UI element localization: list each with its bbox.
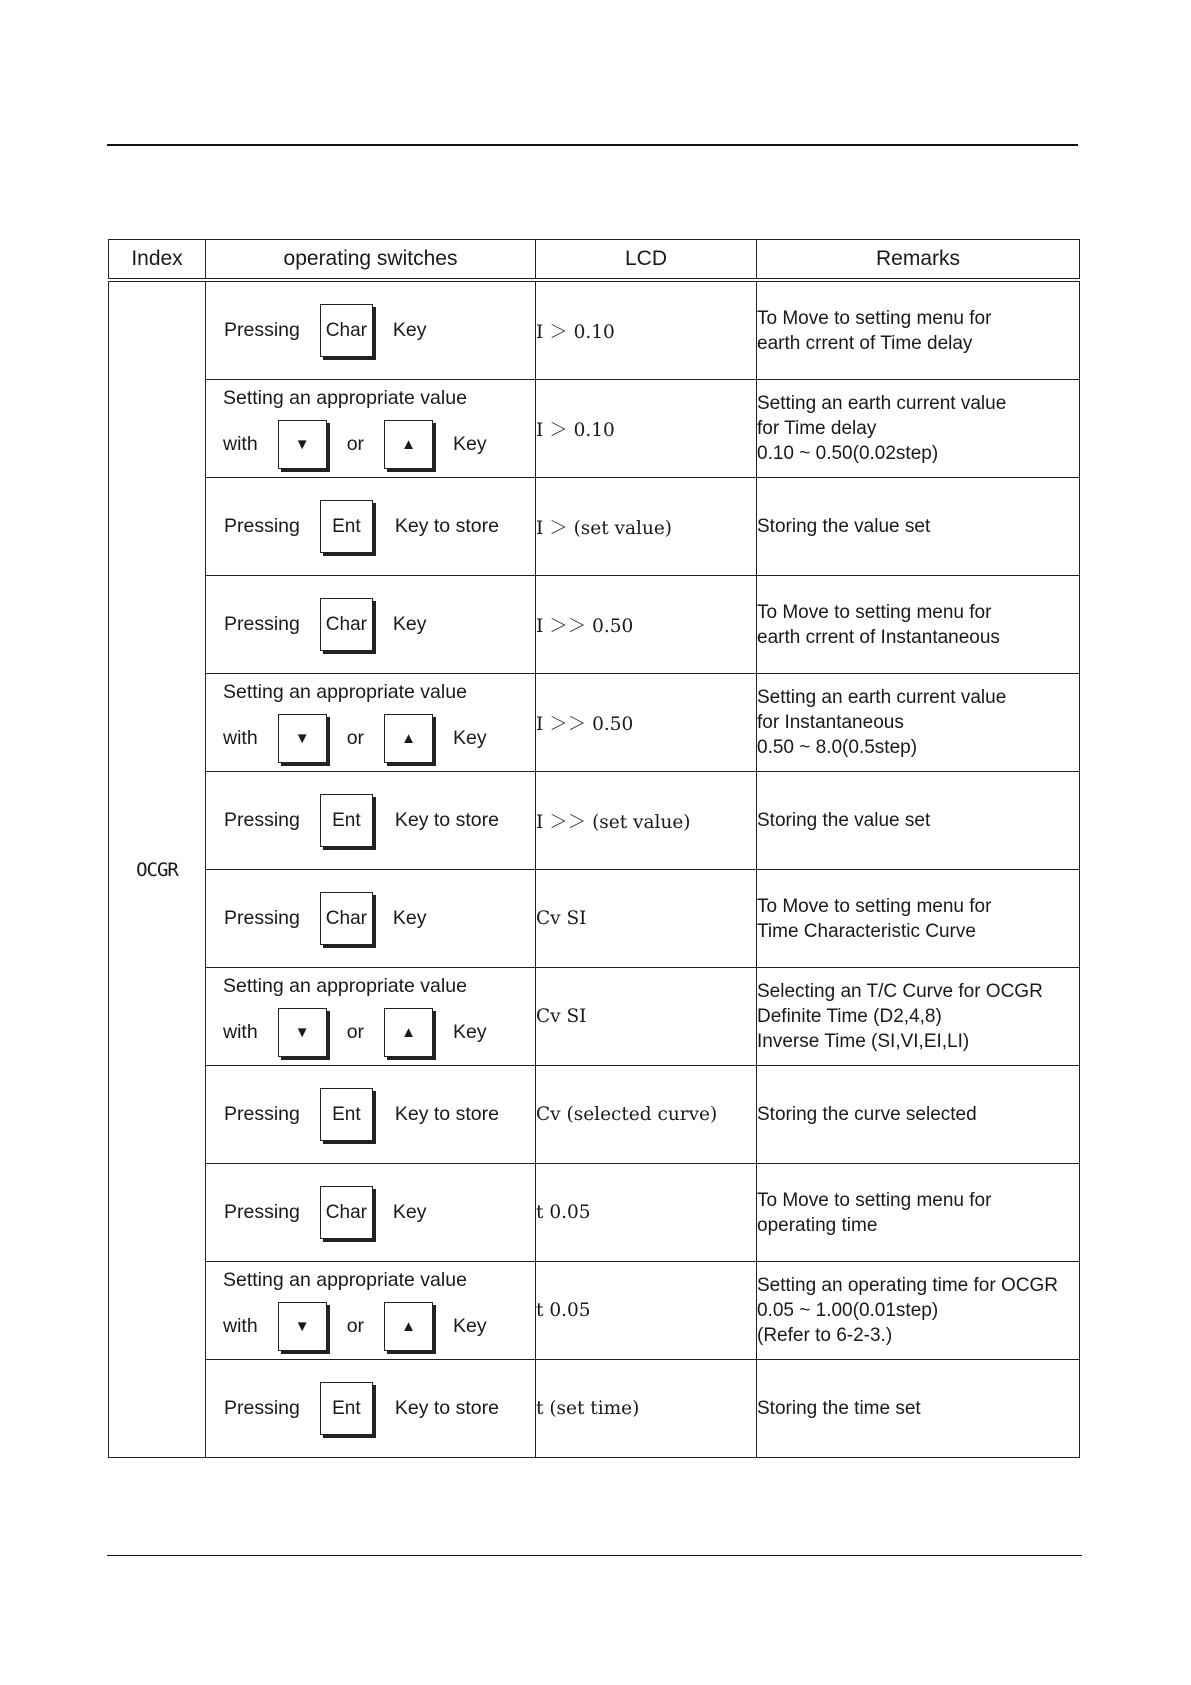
ent-key-button[interactable]: Ent <box>320 794 373 847</box>
remark-line: To Move to setting menu for <box>757 1189 992 1211</box>
remark-line: for Instantaneous <box>757 712 904 733</box>
table-row <box>109 870 1080 968</box>
table-row <box>109 674 1080 772</box>
pressing-text: Pressing <box>224 1397 300 1419</box>
or-text: or <box>346 1020 365 1043</box>
lcd-display-text: t 0.05 <box>536 1262 757 1360</box>
down-arrow-key-button[interactable] <box>278 714 327 763</box>
table-header-row <box>109 240 1080 281</box>
lcd-display-text: Cv (selected curve) <box>536 1066 757 1164</box>
up-triangle-icon: ▲ <box>401 435 416 453</box>
remark-line: Storing the curve selected <box>757 1104 977 1125</box>
remarks-cell <box>757 968 1080 1066</box>
table-row <box>109 1360 1080 1458</box>
table-row <box>109 280 1080 380</box>
table-row <box>109 1164 1080 1262</box>
operating-switch-cell <box>206 968 536 1066</box>
with-text: with <box>223 432 258 455</box>
down-triangle-icon: ▼ <box>294 1023 310 1041</box>
key-text: Key <box>392 613 427 635</box>
header-rule <box>107 144 1078 146</box>
key-text: Key to store <box>394 809 499 831</box>
remarks-cell <box>757 1164 1080 1262</box>
remark-line: Definite Time (D2,4,8) <box>757 1006 942 1027</box>
setting-instruction: Setting an appropriate value <box>223 680 467 703</box>
key-text: Key <box>392 1201 427 1223</box>
key-text: Key to store <box>394 515 499 537</box>
char-key-button[interactable]: Char <box>320 1186 373 1239</box>
remarks-cell <box>757 674 1080 772</box>
remark-line: To Move to setting menu for <box>757 307 992 329</box>
up-triangle-icon: ▲ <box>401 1317 416 1335</box>
char-key-button[interactable]: Char <box>320 304 373 357</box>
remark-line: Setting an earth current value <box>757 393 1007 414</box>
lcd-display-text: I ＞ (set value) <box>536 478 757 576</box>
remark-line: for Time delay <box>757 418 877 439</box>
remarks-cell <box>757 380 1080 478</box>
lcd-display-text: t 0.05 <box>536 1164 757 1262</box>
header-operating-switches: operating switches <box>206 240 536 281</box>
key-text: Key <box>453 432 487 455</box>
remarks-cell <box>757 772 1080 870</box>
lcd-display-text: I ＞ 0.10 <box>536 280 757 380</box>
footer-rule <box>107 1555 1082 1556</box>
up-triangle-icon: ▲ <box>401 729 416 747</box>
table-row <box>109 478 1080 576</box>
remark-line: 0.10 ~ 0.50(0.02step) <box>757 443 939 464</box>
remark-line: earth crrent of Instantaneous <box>757 626 1000 648</box>
remark-line: operating time <box>757 1214 878 1236</box>
table-body <box>109 280 1080 1458</box>
or-text: or <box>346 1314 365 1337</box>
operating-switch-cell <box>206 280 536 380</box>
remark-line: Storing the value set <box>757 810 931 831</box>
remark-line: Selecting an T/C Curve for OCGR <box>757 981 1043 1002</box>
key-text: Key <box>453 1020 487 1043</box>
remark-line: To Move to setting menu for <box>757 601 992 623</box>
index-cell: OCGR <box>109 280 206 1458</box>
table-row <box>109 576 1080 674</box>
remarks-cell <box>757 870 1080 968</box>
remark-line: To Move to setting menu for <box>757 895 992 917</box>
operating-switch-cell <box>206 1066 536 1164</box>
operating-switch-cell <box>206 478 536 576</box>
pressing-text: Pressing <box>224 907 300 929</box>
table-row <box>109 1262 1080 1360</box>
ent-key-button[interactable]: Ent <box>320 500 373 553</box>
pressing-text: Pressing <box>224 1201 300 1223</box>
remarks-cell <box>757 280 1080 380</box>
down-arrow-key-button[interactable] <box>278 1302 327 1351</box>
char-key-button[interactable]: Char <box>320 598 373 651</box>
key-text: Key <box>392 907 427 929</box>
remark-line: Time Characteristic Curve <box>757 920 976 942</box>
remark-line: Storing the value set <box>757 516 931 537</box>
up-triangle-icon: ▲ <box>401 1023 416 1041</box>
table-row <box>109 380 1080 478</box>
remark-line: Storing the time set <box>757 1398 921 1419</box>
with-text: with <box>223 1314 258 1337</box>
lcd-display-text: I ＞＞ (set value) <box>536 772 757 870</box>
or-text: or <box>346 432 365 455</box>
char-key-button[interactable]: Char <box>320 892 373 945</box>
header-index: Index <box>109 240 206 281</box>
lcd-display-text: t (set time) <box>536 1360 757 1458</box>
pressing-text: Pressing <box>224 1103 300 1125</box>
operating-switch-cell <box>206 1164 536 1262</box>
down-triangle-icon: ▼ <box>294 729 310 747</box>
up-arrow-key-button[interactable] <box>384 714 433 763</box>
operating-switch-cell <box>206 674 536 772</box>
operating-switch-cell <box>206 576 536 674</box>
key-text: Key to store <box>394 1103 499 1125</box>
key-text: Key <box>453 726 487 749</box>
remark-line: 0.05 ~ 1.00(0.01step) <box>757 1300 939 1321</box>
key-text: Key to store <box>394 1397 499 1419</box>
header-remarks: Remarks <box>757 240 1080 281</box>
table-row <box>109 772 1080 870</box>
header-lcd: LCD <box>536 240 757 281</box>
up-arrow-key-button[interactable] <box>384 420 433 469</box>
pressing-text: Pressing <box>224 613 300 635</box>
lcd-display-text: Cv SI <box>536 968 757 1066</box>
down-triangle-icon: ▼ <box>294 435 310 453</box>
operating-switch-cell <box>206 380 536 478</box>
pressing-text: Pressing <box>224 515 300 537</box>
setting-instruction: Setting an appropriate value <box>223 974 467 997</box>
lcd-display-text: Cv SI <box>536 870 757 968</box>
setting-instruction: Setting an appropriate value <box>223 1268 467 1291</box>
remarks-cell <box>757 1360 1080 1458</box>
remarks-cell <box>757 576 1080 674</box>
remark-line: Setting an earth current value <box>757 687 1007 708</box>
ent-key-button[interactable]: Ent <box>320 1088 373 1141</box>
remarks-cell <box>757 478 1080 576</box>
key-text: Key <box>453 1314 487 1337</box>
table-row <box>109 968 1080 1066</box>
lcd-display-text: I ＞＞ 0.50 <box>536 576 757 674</box>
pressing-text: Pressing <box>224 319 300 341</box>
operating-switch-cell <box>206 1262 536 1360</box>
lcd-display-text: I ＞ 0.10 <box>536 380 757 478</box>
up-arrow-key-button[interactable] <box>384 1302 433 1351</box>
remark-line: earth crrent of Time delay <box>757 332 973 354</box>
operating-switch-cell <box>206 870 536 968</box>
with-text: with <box>223 726 258 749</box>
remark-line: 0.50 ~ 8.0(0.5step) <box>757 737 918 758</box>
pressing-text: Pressing <box>224 809 300 831</box>
down-arrow-key-button[interactable] <box>278 420 327 469</box>
lcd-display-text: I ＞＞ 0.50 <box>536 674 757 772</box>
procedure-table <box>108 239 1080 1458</box>
down-triangle-icon: ▼ <box>294 1317 310 1335</box>
table-row <box>109 1066 1080 1164</box>
remark-line: (Refer to 6-2-3.) <box>757 1325 893 1346</box>
remarks-cell <box>757 1066 1080 1164</box>
up-arrow-key-button[interactable] <box>384 1008 433 1057</box>
down-arrow-key-button[interactable] <box>278 1008 327 1057</box>
operating-switch-cell <box>206 772 536 870</box>
key-text: Key <box>392 319 427 341</box>
remarks-cell <box>757 1262 1080 1360</box>
or-text: or <box>346 726 365 749</box>
remark-line: Inverse Time (SI,VI,EI,LI) <box>757 1031 970 1052</box>
ent-key-button[interactable]: Ent <box>320 1382 373 1435</box>
remark-line: Setting an operating time for OCGR <box>757 1275 1058 1296</box>
operating-switch-cell <box>206 1360 536 1458</box>
with-text: with <box>223 1020 258 1043</box>
setting-instruction: Setting an appropriate value <box>223 386 467 409</box>
